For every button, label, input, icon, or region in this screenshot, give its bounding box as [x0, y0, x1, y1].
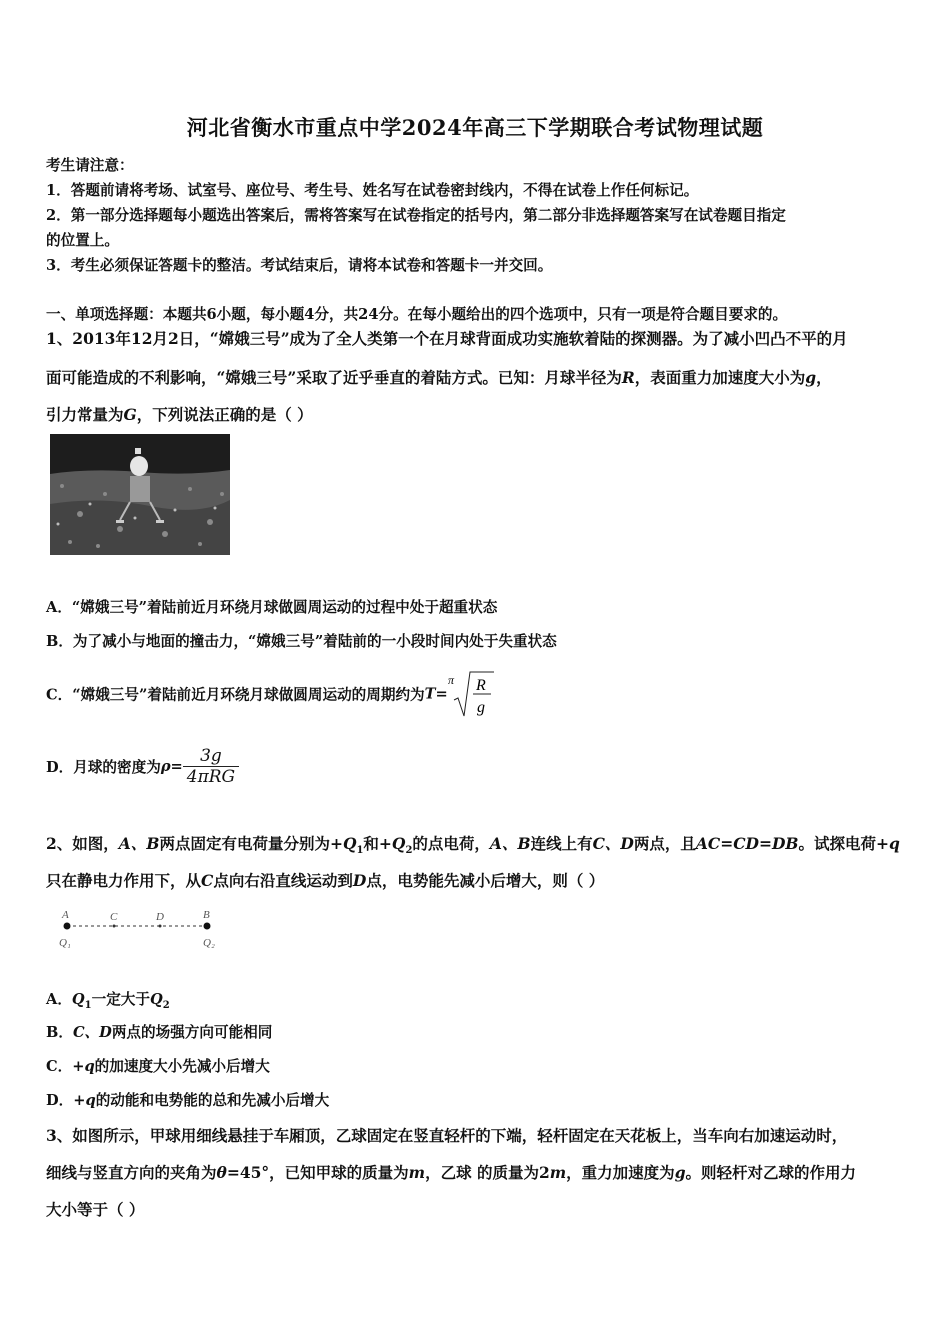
q1-option-c-formula — [448, 670, 494, 718]
svg-text:g: g — [476, 699, 485, 716]
label-d: D — [156, 911, 164, 923]
q2-option-b: B．C、D两点的场强方向可能相同 — [46, 1024, 273, 1041]
notice-item-2-cont: 的位置上。 — [46, 232, 119, 249]
q3-line-1: 3、如图所示，甲球用细线悬挂于车厢顶，乙球固定在竖直轻杆的下端，轻杆固定在天花板上，当车向右加速运动时， — [46, 1126, 848, 1145]
label-a: A — [62, 909, 69, 921]
q1-option-b: B．为了减小与地面的撞击力，“嫦娥三号”着陆前的一小段时间内处于失重状态 — [46, 633, 557, 650]
q3-line-3: 大小等于（ ） — [46, 1200, 145, 1219]
q1-line-1: 1、2013年12月2日，“嫦娥三号”成为了全人类第一个在月球背面成功实施软着陆的探测器。为了减小凹凸不平的月 — [46, 329, 848, 348]
point-a — [64, 923, 71, 930]
q2-option-c: C．+q的加速度大小先减小后增大 — [46, 1058, 270, 1075]
q2-option-a: A．$Q_1$一定大于$Q_2$ — [46, 991, 170, 1011]
page-title: 河北省衡水市重点中学2024年高三下学期联合考试物理试题 — [186, 115, 764, 140]
section-heading: 一、单项选择题：本题共6小题，每小题4分，共24分。在每小题给出的四个选项中，只有一项是符合题目要求的。 — [46, 306, 788, 323]
point-b — [204, 923, 211, 930]
q2-charges-diagram — [56, 904, 236, 950]
svg-text:R: R — [475, 677, 486, 694]
q3-line-2: 细线与竖直方向的夹角为θ=45°，已知甲球的质量为m，乙球 的质量为2m，重力加速度为g。则轻杆对乙球的作用力 — [46, 1163, 857, 1182]
lunar-lander-image — [50, 434, 230, 555]
label-q2: Q₂ — [203, 937, 215, 949]
notice-heading: 考生请注意： — [46, 157, 134, 174]
svg-text:π: π — [447, 673, 454, 687]
q2-option-d: D．+q的动能和电势能的总和先减小后增大 — [46, 1092, 330, 1109]
lunar-lander-photo — [50, 434, 230, 555]
q2-line-1: 2、如图，A、B两点固定有电荷量分别为$+Q_1$和$+Q_2$的点电荷，A、B连线上有C、D两点，且AC=CD=DB。试探电荷+q — [46, 834, 900, 857]
sqrt-pi-r-over-g — [448, 670, 494, 718]
label-b: B — [203, 909, 210, 921]
notice-item-2: 2．第一部分选择题每小题选出答案后，需将答案写在试卷指定的括号内，第二部分非选择题答案写在试卷题目指定 — [46, 207, 786, 224]
q1-option-c: C．“嫦娥三号”着陆前近月环绕月球做圆周运动的周期约为T= π R g — [46, 670, 494, 718]
q2-line-2: 只在静电力作用下，从C点向右沿直线运动到D点，电势能先减小后增大，则（ ） — [46, 871, 605, 890]
notice-item-1: 1．答题前请将考场、试室号、座位号、考生号、姓名写在试卷密封线内，不得在试卷上作任何标记。 — [46, 182, 699, 199]
point-d — [159, 925, 162, 928]
q1-line-3: 引力常量为G，下列说法正确的是（ ） — [46, 405, 313, 424]
q1-option-d-fraction: $\frac{3g}{\text{4πRG}}$ — [183, 746, 239, 787]
q1-line-2: 面可能造成的不利影响，“嫦娥三号”采取了近乎垂直的着陆方式。已知：月球半径为R，表面重力加速度大小为g， — [46, 368, 832, 387]
label-c: C — [110, 911, 118, 923]
q1-option-a: A．“嫦娥三号”着陆前近月环绕月球做圆周运动的过程中处于超重状态 — [46, 599, 498, 616]
notice-item-3: 3．考生必须保证答题卡的整洁。考试结束后，请将本试卷和答题卡一并交回。 — [46, 257, 553, 274]
label-q1: Q₁ — [59, 937, 71, 949]
point-c — [113, 925, 116, 928]
q1-option-d: D．月球的密度为ρ= $\frac{3g}{\text{4πRG}}$ — [46, 746, 239, 787]
